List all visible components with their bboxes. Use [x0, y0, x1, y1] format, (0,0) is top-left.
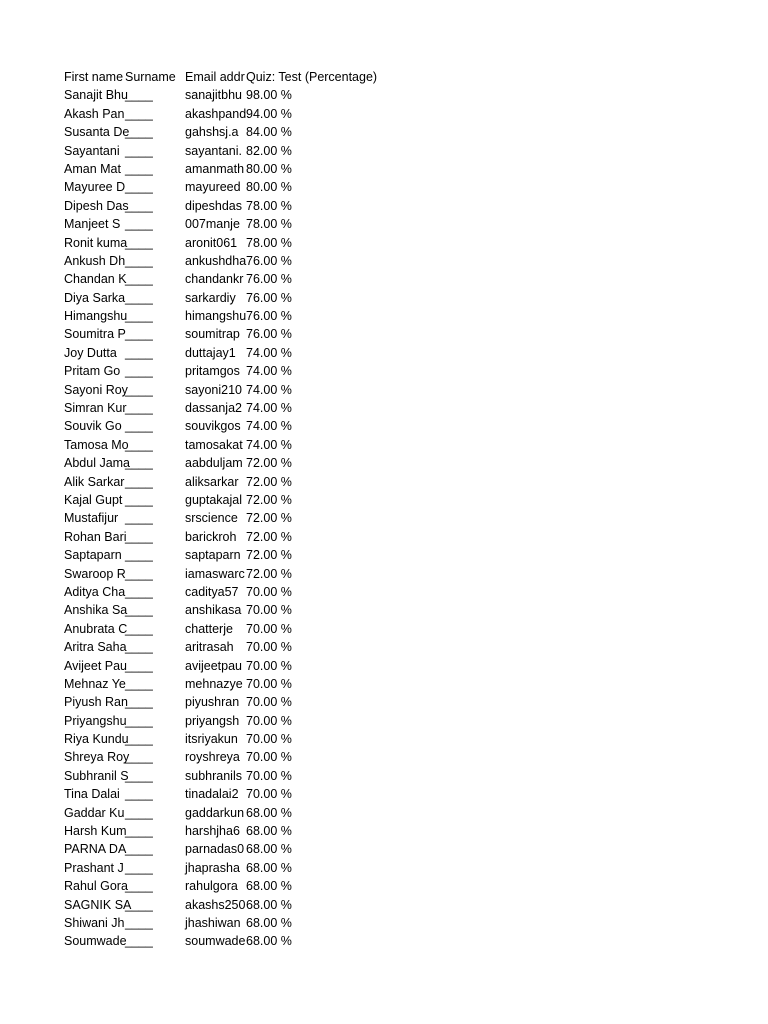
table-row: [64, 748, 424, 766]
score-cell: 80.00 %: [246, 161, 292, 176]
score-cell: 68.00 %: [246, 915, 292, 930]
score-cell: 78.00 %: [246, 235, 292, 250]
email-cell: soumitrap: [185, 327, 240, 342]
table-row: [64, 859, 424, 877]
first-name-cell: Joy Dutta: [64, 345, 117, 360]
surname-cell: ____: [125, 695, 153, 710]
table-row: [64, 675, 424, 693]
first-name-cell: Abdul Jama: [64, 456, 131, 471]
score-cell: 68.00 %: [246, 805, 292, 820]
score-cell: 82.00 %: [246, 143, 292, 158]
score-cell: 68.00 %: [246, 934, 292, 949]
table-row: [64, 436, 424, 454]
email-cell: akashs250: [185, 897, 246, 912]
score-cell: 76.00 %: [246, 290, 292, 305]
surname-cell: ____: [125, 180, 153, 195]
first-name-cell: Sayantani: [64, 143, 120, 158]
first-name-cell: Souvik Go: [64, 419, 122, 434]
table-row: [64, 840, 424, 858]
email-cell: aronit061: [185, 235, 238, 250]
surname-cell: ____: [125, 437, 153, 452]
first-name-cell: Akash Pan: [64, 106, 125, 121]
header-score: Quiz: Test (Percentage): [246, 70, 378, 84]
score-cell: 70.00 %: [246, 658, 292, 673]
surname-cell: ____: [125, 750, 153, 765]
table-row: [64, 289, 424, 307]
score-cell: 74.00 %: [246, 382, 292, 397]
email-cell: itsriyakun: [185, 732, 238, 747]
email-cell: caditya57: [185, 584, 239, 599]
surname-cell: ____: [125, 787, 153, 802]
email-cell: dassanja2: [185, 401, 242, 416]
surname-cell: ____: [125, 805, 153, 820]
surname-cell: ____: [125, 897, 153, 912]
score-cell: 70.00 %: [246, 676, 292, 691]
email-cell: 007manje: [185, 217, 240, 232]
table-row: [64, 565, 424, 583]
first-name-cell: Saptaparn: [64, 548, 122, 563]
table-row: [64, 270, 424, 288]
score-cell: 70.00 %: [246, 787, 292, 802]
score-cell: 94.00 %: [246, 106, 292, 121]
email-cell: parnadas0: [185, 842, 245, 857]
first-name-cell: Soumwade: [64, 934, 127, 949]
surname-cell: ____: [125, 419, 153, 434]
header-surname: Surname: [125, 70, 176, 84]
table-row: [64, 546, 424, 564]
score-cell: 70.00 %: [246, 768, 292, 783]
table-row: [64, 215, 424, 233]
surname-cell: ____: [125, 879, 153, 894]
email-cell: sayoni210: [185, 382, 242, 397]
score-cell: 70.00 %: [246, 640, 292, 655]
header-row: [64, 68, 424, 86]
score-cell: 70.00 %: [246, 695, 292, 710]
surname-cell: ____: [125, 401, 153, 416]
email-cell: soumwade: [185, 934, 246, 949]
first-name-cell: Harsh Kum: [64, 824, 127, 839]
table-row: [64, 123, 424, 141]
email-cell: aritrasah: [185, 640, 234, 655]
table-row: [64, 307, 424, 325]
surname-cell: ____: [125, 548, 153, 563]
first-name-cell: Manjeet S: [64, 217, 121, 232]
surname-cell: ____: [125, 456, 153, 471]
score-cell: 74.00 %: [246, 345, 292, 360]
table-row: [64, 509, 424, 527]
table-row: [64, 914, 424, 932]
header-email: Email addr: [185, 70, 245, 84]
email-cell: dipeshdas: [185, 198, 242, 213]
table-row: [64, 877, 424, 895]
score-cell: 80.00 %: [246, 180, 292, 195]
table-row: [64, 601, 424, 619]
surname-cell: ____: [125, 106, 153, 121]
email-cell: priyangsh: [185, 713, 240, 728]
table-row: [64, 730, 424, 748]
surname-cell: ____: [125, 290, 153, 305]
score-cell: 74.00 %: [246, 419, 292, 434]
table-row: [64, 178, 424, 196]
score-cell: 68.00 %: [246, 842, 292, 857]
surname-cell: ____: [125, 860, 153, 875]
score-cell: 70.00 %: [246, 584, 292, 599]
surname-cell: ____: [125, 161, 153, 176]
score-cell: 74.00 %: [246, 364, 292, 379]
table-row: [64, 473, 424, 491]
table-row: [64, 417, 424, 435]
score-cell: 72.00 %: [246, 456, 292, 471]
first-name-cell: Pritam Go: [64, 364, 121, 379]
email-cell: aabduljam: [185, 456, 243, 471]
first-name-cell: Avijeet Pau: [64, 658, 128, 673]
email-cell: chandankr: [185, 272, 244, 287]
email-cell: himangshu: [185, 309, 247, 324]
score-cell: 76.00 %: [246, 272, 292, 287]
email-cell: avijeetpau: [185, 658, 242, 673]
table-row: [64, 583, 424, 601]
first-name-cell: Dipesh Das: [64, 198, 129, 213]
email-cell: amanmath: [185, 161, 245, 176]
email-cell: aliksarkar: [185, 474, 239, 489]
surname-cell: ____: [125, 382, 153, 397]
email-cell: gahshsj.a: [185, 125, 239, 140]
table-row: [64, 620, 424, 638]
surname-cell: ____: [125, 364, 153, 379]
surname-cell: ____: [125, 584, 153, 599]
first-name-cell: Kajal Gupt: [64, 492, 123, 507]
table-row: [64, 325, 424, 343]
email-cell: tinadalai2: [185, 787, 239, 802]
first-name-cell: Rahul Gora: [64, 879, 128, 894]
first-name-cell: Mehnaz Ye: [64, 676, 126, 691]
first-name-cell: Gaddar Ku: [64, 805, 125, 820]
email-cell: piyushran: [185, 695, 240, 710]
score-cell: 78.00 %: [246, 217, 292, 232]
surname-cell: ____: [125, 768, 153, 783]
first-name-cell: Anshika Sa: [64, 603, 128, 618]
first-name-cell: Susanta De: [64, 125, 130, 140]
email-cell: rahulgora: [185, 879, 238, 894]
table-row: [64, 767, 424, 785]
surname-cell: ____: [125, 658, 153, 673]
email-cell: subhranils: [185, 768, 242, 783]
surname-cell: ____: [125, 511, 153, 526]
surname-cell: ____: [125, 235, 153, 250]
first-name-cell: Swaroop R: [64, 566, 126, 581]
surname-cell: ____: [125, 566, 153, 581]
first-name-cell: Alik Sarkar: [64, 474, 125, 489]
table-row: [64, 657, 424, 675]
surname-cell: ____: [125, 732, 153, 747]
email-cell: royshreya: [185, 750, 240, 765]
email-cell: srscience: [185, 511, 238, 526]
table-row: [64, 381, 424, 399]
surname-cell: ____: [125, 824, 153, 839]
surname-cell: ____: [125, 603, 153, 618]
first-name-cell: Simran Kur: [64, 401, 127, 416]
table-row: [64, 105, 424, 123]
email-cell: souvikgos: [185, 419, 241, 434]
first-name-cell: Priyangshu: [64, 713, 127, 728]
table-row: [64, 234, 424, 252]
table-row: [64, 362, 424, 380]
table-row: [64, 932, 424, 950]
email-cell: mayureed: [185, 180, 241, 195]
table-row: [64, 896, 424, 914]
email-cell: jhaprasha: [185, 860, 240, 875]
email-cell: chatterje: [185, 621, 233, 636]
score-cell: 72.00 %: [246, 548, 292, 563]
email-cell: jhashiwan: [185, 915, 241, 930]
first-name-cell: Rohan Bari: [64, 529, 127, 544]
score-cell: 72.00 %: [246, 511, 292, 526]
first-name-cell: Mustafijur: [64, 511, 119, 526]
first-name-cell: Prashant J: [64, 860, 124, 875]
first-name-cell: Sanajit Bhu: [64, 88, 128, 103]
first-name-cell: Subhranil S: [64, 768, 129, 783]
table-row: [64, 638, 424, 656]
first-name-cell: Ronit kuma: [64, 235, 128, 250]
email-cell: sanajitbhu: [185, 88, 242, 103]
first-name-cell: Tamosa Mo: [64, 437, 129, 452]
first-name-cell: Mayuree D: [64, 180, 126, 195]
first-name-cell: Sayoni Roy: [64, 382, 128, 397]
score-cell: 68.00 %: [246, 879, 292, 894]
score-cell: 72.00 %: [246, 529, 292, 544]
score-cell: 70.00 %: [246, 603, 292, 618]
table-row: [64, 454, 424, 472]
first-name-cell: Chandan K: [64, 272, 127, 287]
surname-cell: ____: [125, 345, 153, 360]
score-cell: 84.00 %: [246, 125, 292, 140]
score-cell: 70.00 %: [246, 750, 292, 765]
surname-cell: ____: [125, 915, 153, 930]
spreadsheet: [64, 68, 424, 951]
email-cell: gaddarkun: [185, 805, 245, 820]
surname-cell: ____: [125, 272, 153, 287]
table-row: [64, 160, 424, 178]
surname-cell: ____: [125, 474, 153, 489]
first-name-cell: Ankush Dh: [64, 253, 126, 268]
table-row: [64, 142, 424, 160]
table-row: [64, 197, 424, 215]
score-cell: 72.00 %: [246, 474, 292, 489]
table-row: [64, 399, 424, 417]
header-first-name: First name: [64, 70, 124, 84]
score-cell: 70.00 %: [246, 732, 292, 747]
email-cell: sayantani.: [185, 143, 242, 158]
table-row: [64, 528, 424, 546]
first-name-cell: Aritra Saha: [64, 640, 127, 655]
email-cell: harshjha6: [185, 824, 240, 839]
table-row: [64, 785, 424, 803]
email-cell: iamaswarc: [185, 566, 245, 581]
score-cell: 78.00 %: [246, 198, 292, 213]
score-cell: 76.00 %: [246, 253, 292, 268]
score-cell: 70.00 %: [246, 713, 292, 728]
surname-cell: ____: [125, 217, 153, 232]
surname-cell: ____: [125, 198, 153, 213]
first-name-cell: Diya Sarka: [64, 290, 126, 305]
score-cell: 68.00 %: [246, 897, 292, 912]
first-name-cell: Riya Kundu: [64, 732, 129, 747]
email-cell: sarkardiy: [185, 290, 236, 305]
first-name-cell: Himangshu: [64, 309, 128, 324]
surname-cell: ____: [125, 309, 153, 324]
first-name-cell: Shreya Roy: [64, 750, 130, 765]
first-name-cell: PARNA DA: [64, 842, 127, 857]
email-cell: tamosakat: [185, 437, 243, 452]
score-cell: 68.00 %: [246, 860, 292, 875]
first-name-cell: Shiwani Jh: [64, 915, 125, 930]
score-cell: 72.00 %: [246, 566, 292, 581]
email-cell: pritamgos: [185, 364, 240, 379]
first-name-cell: Tina Dalai: [64, 787, 120, 802]
surname-cell: ____: [125, 327, 153, 342]
email-cell: akashpand: [185, 106, 247, 121]
score-cell: 76.00 %: [246, 327, 292, 342]
score-cell: 76.00 %: [246, 309, 292, 324]
email-cell: anshikasa: [185, 603, 242, 618]
table-row: [64, 252, 424, 270]
surname-cell: ____: [125, 529, 153, 544]
score-cell: 98.00 %: [246, 88, 292, 103]
surname-cell: ____: [125, 88, 153, 103]
score-cell: 74.00 %: [246, 437, 292, 452]
surname-cell: ____: [125, 842, 153, 857]
email-cell: mehnazye: [185, 676, 243, 691]
surname-cell: ____: [125, 492, 153, 507]
surname-cell: ____: [125, 676, 153, 691]
email-cell: ankushdha: [185, 253, 247, 268]
first-name-cell: Anubrata C: [64, 621, 128, 636]
first-name-cell: SAGNIK SA: [64, 897, 132, 912]
score-cell: 68.00 %: [246, 824, 292, 839]
email-cell: saptaparn: [185, 548, 241, 563]
email-cell: guptakajal: [185, 492, 242, 507]
surname-cell: ____: [125, 713, 153, 728]
surname-cell: ____: [125, 125, 153, 140]
score-cell: 74.00 %: [246, 401, 292, 416]
table-row: [64, 712, 424, 730]
table-row: [64, 491, 424, 509]
score-cell: 72.00 %: [246, 492, 292, 507]
email-cell: duttajay1: [185, 345, 236, 360]
surname-cell: ____: [125, 640, 153, 655]
surname-cell: ____: [125, 143, 153, 158]
first-name-cell: Aditya Cha: [64, 584, 126, 599]
table-row: [64, 344, 424, 362]
score-cell: 70.00 %: [246, 621, 292, 636]
table-row: [64, 822, 424, 840]
first-name-cell: Aman Mat: [64, 161, 121, 176]
table-row: [64, 693, 424, 711]
table-row: [64, 86, 424, 104]
surname-cell: ____: [125, 934, 153, 949]
email-cell: barickroh: [185, 529, 237, 544]
first-name-cell: Soumitra P: [64, 327, 126, 342]
first-name-cell: Piyush Ran: [64, 695, 128, 710]
data-rows: [64, 86, 424, 950]
table-row: [64, 804, 424, 822]
surname-cell: ____: [125, 621, 153, 636]
surname-cell: ____: [125, 253, 153, 268]
